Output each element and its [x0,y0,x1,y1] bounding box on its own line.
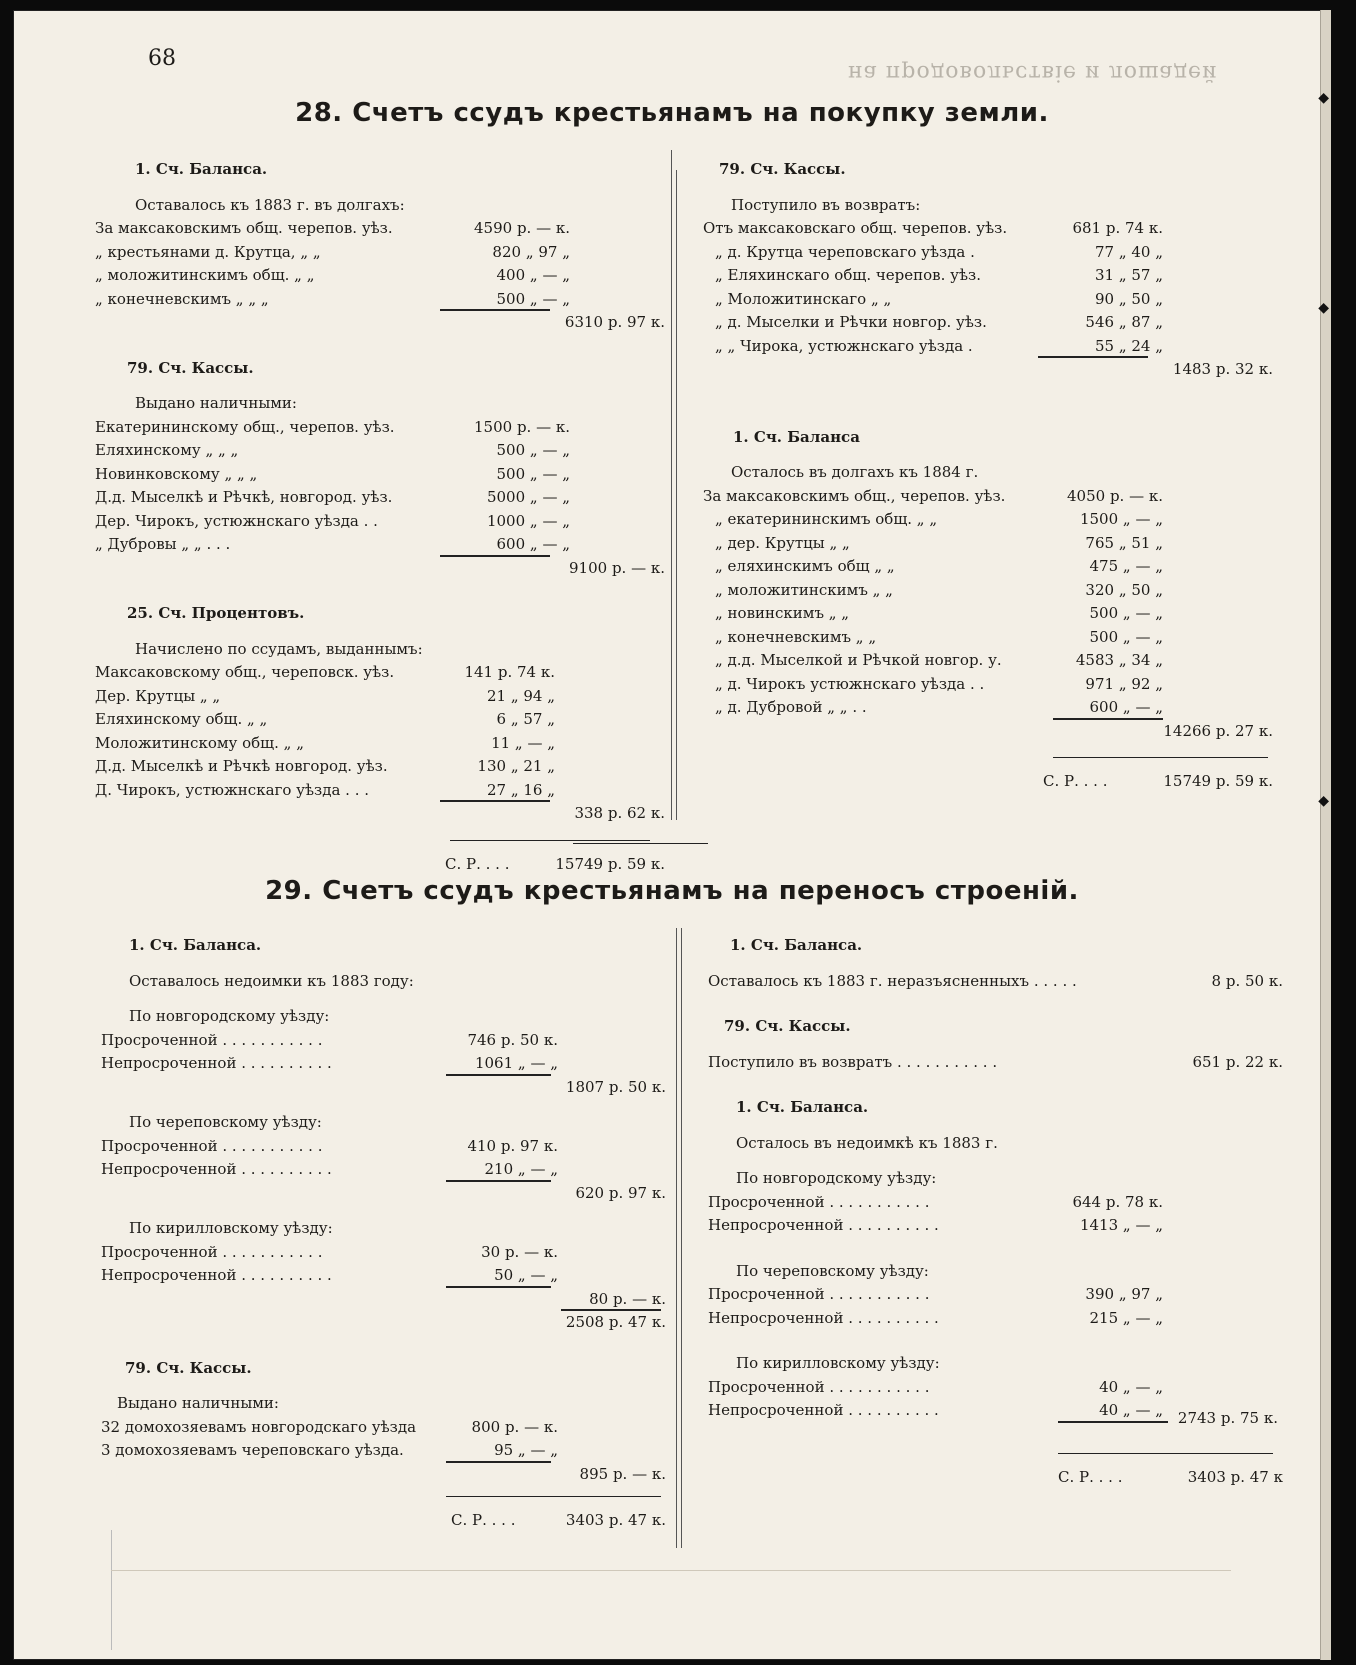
column-divider [681,928,682,1548]
entry-row: Отъ максаковскаго общ. черепов. уѣз. 681 р. 74 к. [703,219,1163,237]
subtotal: 338 р. 62 к. [574,804,665,822]
sum-rule [450,840,650,841]
sum-rule [446,1496,661,1497]
page-number: 68 [148,46,176,71]
grand-total: 15749 р. 59 к. [555,854,665,873]
group-heading: По кирилловскому уѣзду: [736,1354,940,1372]
entry-row: „ Моложитинскаго „ „ 90 „ 50 „ [715,289,1163,308]
entry-row: За максаковскимъ общ. черепов. уѣз. 4590 р. — к. [95,219,570,237]
entry-row: „ моложитинскимъ общ. „ „ 400 „ — „ [95,266,570,284]
s28-right-column [703,158,1278,794]
subtotal: 620 р. 97 к. [575,1183,666,1202]
bleed-through-text: на продовольствіе и лошадей [848,60,1218,85]
subtotal: 895 р. — к. [579,1464,666,1483]
account-heading: 1. Сч. Баланса. [135,160,268,178]
subtotal: 2743 р. 75 к. [1177,1409,1278,1427]
account-heading: 79. Сч. Кассы. [719,160,846,178]
account-heading: 1. Сч. Баланса [733,427,860,446]
entry-row: „ Дубровы „ „ . . . 600 „ — „ [95,535,570,553]
entry-row: Еляхинскому общ. „ „ 6 „ 57 „ [95,710,555,728]
grand-total: 3403 р. 47 к [1187,1467,1283,1486]
subtotal: 1807 р. 50 к. [565,1077,666,1096]
entry-row: Дер. Крутцы „ „ 21 „ 94 „ [95,686,555,705]
entry-row: 32 домохозяевамъ новгородскаго уѣзда 800 р. — к. [101,1417,558,1436]
s29-right-column [708,934,1283,1489]
s28-left-column [95,158,665,876]
entry-row: Дер. Чирокъ, устюжнскаго уѣзда . . 1000 „ — „ [95,511,570,530]
account-intro: Оставалось недоимки къ 1883 году: [129,971,414,990]
entry-row: 3 домохозяевамъ череповскаго уѣзда. 95 „ — „ [101,1441,558,1459]
account-heading: 25. Сч. Процентовъ. [127,604,305,622]
entry-row: „ д. Дубровой „ „ . . 600 „ — „ [715,698,1163,716]
account-heading: 79. Сч. Кассы. [127,358,254,377]
column-divider [676,170,677,820]
binding-mark-icon: ◆ [1318,300,1329,316]
grand-total: 3403 р. 47 к. [565,1511,666,1529]
entry-row: Оставалось къ 1883 г. неразъясненныхъ . . . . . 8 р. 50 к. [708,971,1283,990]
s29-left-column [101,934,666,1533]
entry-row: „ еляхинскимъ общ „ „ 475 „ — „ [715,557,1163,575]
grand-total-label: С. Р. . . . [1058,1467,1123,1486]
entry-row: Д.д. Мыселкѣ и Рѣчкѣ, новгород. уѣз. 5000 „ — „ [95,488,570,506]
account-intro: Оставалось къ 1883 г. въ долгахъ: [135,195,405,214]
entry-row: Непросроченной . . . . . . . . . . 210 „ — „ [101,1160,558,1178]
subtotal: 6310 р. 97 к. [564,313,665,331]
group-heading: По кирилловскому уѣзду: [129,1219,333,1237]
entry-row: Екатерининскому общ., черепов. уѣз. 1500 р. — к. [95,417,570,436]
section-separator [573,843,708,844]
group-heading: По череповскому уѣзду: [736,1261,929,1280]
entry-row: Непросроченной . . . . . . . . . . 1061 „ — „ [101,1054,558,1072]
entry-row: Просроченной . . . . . . . . . . . 746 р. 50 к. [101,1030,558,1049]
entry-row: „ д. Чирокъ устюжнскаго уѣзда . . 971 „ 92 „ [715,674,1163,693]
entry-row: „ „ Чирока, устюжнскаго уѣзда . 55 „ 24 „ [715,336,1163,355]
page-edge [1320,10,1331,1660]
margin-rule [111,1530,112,1650]
entry-row: Д.д. Мыселкѣ и Рѣчкѣ новгород. уѣз. 130 „ 21 „ [95,757,555,775]
account-intro: Выдано наличными: [135,394,297,412]
sum-rule [1053,757,1268,758]
subtotal: 14266 р. 27 к. [1163,721,1273,740]
entry-row: Просроченной . . . . . . . . . . . 644 р. 78 к. [708,1192,1163,1211]
subtotal: 80 р. — к. [589,1289,666,1308]
group-heading: По череповскому уѣзду: [129,1113,322,1131]
entry-row: „ конечневскимъ „ „ „ 500 „ — „ [95,289,570,308]
entry-row: За максаковскимъ общ., черепов. уѣз. 4050 р. — к. [703,486,1163,505]
account-intro: Осталось въ недоимкѣ къ 1883 г. [736,1133,998,1152]
entry-row: „ д. Крутца череповскаго уѣзда . 77 „ 40 „ [715,242,1163,261]
entry-row: „ Еляхинскаго общ. черепов. уѣз. 31 „ 57 „ [715,266,1163,284]
entry-row: Непросроченной . . . . . . . . . . 40 „ — „ 2743 р. 75 к. [708,1399,1283,1423]
grand-total-label: С. Р. . . . [445,854,510,873]
section-29-title: 29. Счетъ ссудъ крестьянамъ на переносъ строеній. [265,876,1079,906]
entry-row: Непросроченной . . . . . . . . . . 50 „ — „ [101,1266,558,1284]
account-intro: Выдано наличными: [117,1394,279,1412]
section-total: 2508 р. 47 к. [565,1313,666,1331]
entry-row: Моложитинскому общ. „ „ 11 „ — „ [95,733,555,752]
account-intro: Осталось въ долгахъ къ 1884 г. [731,463,979,481]
sum-rule [1058,1421,1168,1423]
entry-row: Просроченной . . . . . . . . . . . 30 р. — к. [101,1242,558,1261]
entry-row: Просроченной . . . . . . . . . . . 390 „ 97 „ [708,1285,1163,1303]
entry-row: „ дер. Крутцы „ „ 765 „ 51 „ [715,533,1163,552]
account-heading: 79. Сч. Кассы. [724,1017,851,1035]
grand-total-label: С. Р. . . . [451,1511,516,1529]
entry-row: „ моложитинскимъ „ „ 320 „ 50 „ [715,580,1163,599]
account-heading: 1. Сч. Баланса. [736,1098,869,1116]
grand-total-label: С. Р. . . . [1043,772,1108,790]
entry-row: Непросроченной . . . . . . . . . . 215 „ — „ [708,1308,1163,1327]
account-heading: 79. Сч. Кассы. [125,1358,252,1377]
entry-row: „ д.д. Мыселкой и Рѣчкой новгор. у. 4583 „ 34 „ [715,651,1163,669]
subtotal: 9100 р. — к. [569,558,665,577]
ledger-page [13,10,1331,1660]
account-heading: 1. Сч. Баланса. [129,936,262,954]
entry-row: Просроченной . . . . . . . . . . . 410 р. 97 к. [101,1136,558,1155]
column-divider [671,150,672,820]
entry-row: Просроченной . . . . . . . . . . . 40 „ — „ [708,1377,1163,1396]
entry-row: Поступило въ возвратъ . . . . . . . . . . . 651 р. 22 к. [708,1052,1283,1071]
section-28-title: 28. Счетъ ссудъ крестьянамъ на покупку земли. [295,98,1049,128]
entry-row: Еляхинскому „ „ „ 500 „ — „ [95,441,570,459]
entry-row: Д. Чирокъ, устюжнскаго уѣзда . . . 27 „ 16 „ [95,780,555,799]
account-intro: Поступило въ возвратъ: [731,195,921,214]
entry-row: „ екатерининскимъ общ. „ „ 1500 „ — „ [715,510,1163,528]
subtotal: 1483 р. 32 к. [1172,360,1273,378]
entry-row: Новинковскому „ „ „ 500 „ — „ [95,464,570,483]
entry-row: „ д. Мыселки и Рѣчки новгор. уѣз. 546 „ 87 „ [715,313,1163,331]
account-intro: Начислено по ссудамъ, выданнымъ: [135,639,423,658]
bleed-rule [111,1570,1231,1571]
entry-row: „ новинскимъ „ „ 500 „ — „ [715,604,1163,622]
group-heading: По новгородскому уѣзду: [736,1169,937,1187]
entry-row: „ конечневскимъ „ „ 500 „ — „ [715,627,1163,646]
group-heading: По новгородскому уѣзду: [129,1007,330,1025]
column-divider [676,928,677,1548]
account-heading: 1. Сч. Баланса. [730,936,863,954]
binding-mark-icon: ◆ [1318,90,1329,106]
entry-row: Непросроченной . . . . . . . . . . 1413 „ — „ [708,1216,1163,1234]
grand-total: 15749 р. 59 к. [1163,772,1273,790]
sum-rule [1058,1453,1273,1454]
binding-mark-icon: ◆ [1318,793,1329,809]
entry-row: „ крестьянами д. Крутца, „ „ 820 „ 97 „ [95,242,570,261]
entry-row: Максаковскому общ., череповск. уѣз. 141 р. 74 к. [95,663,555,681]
